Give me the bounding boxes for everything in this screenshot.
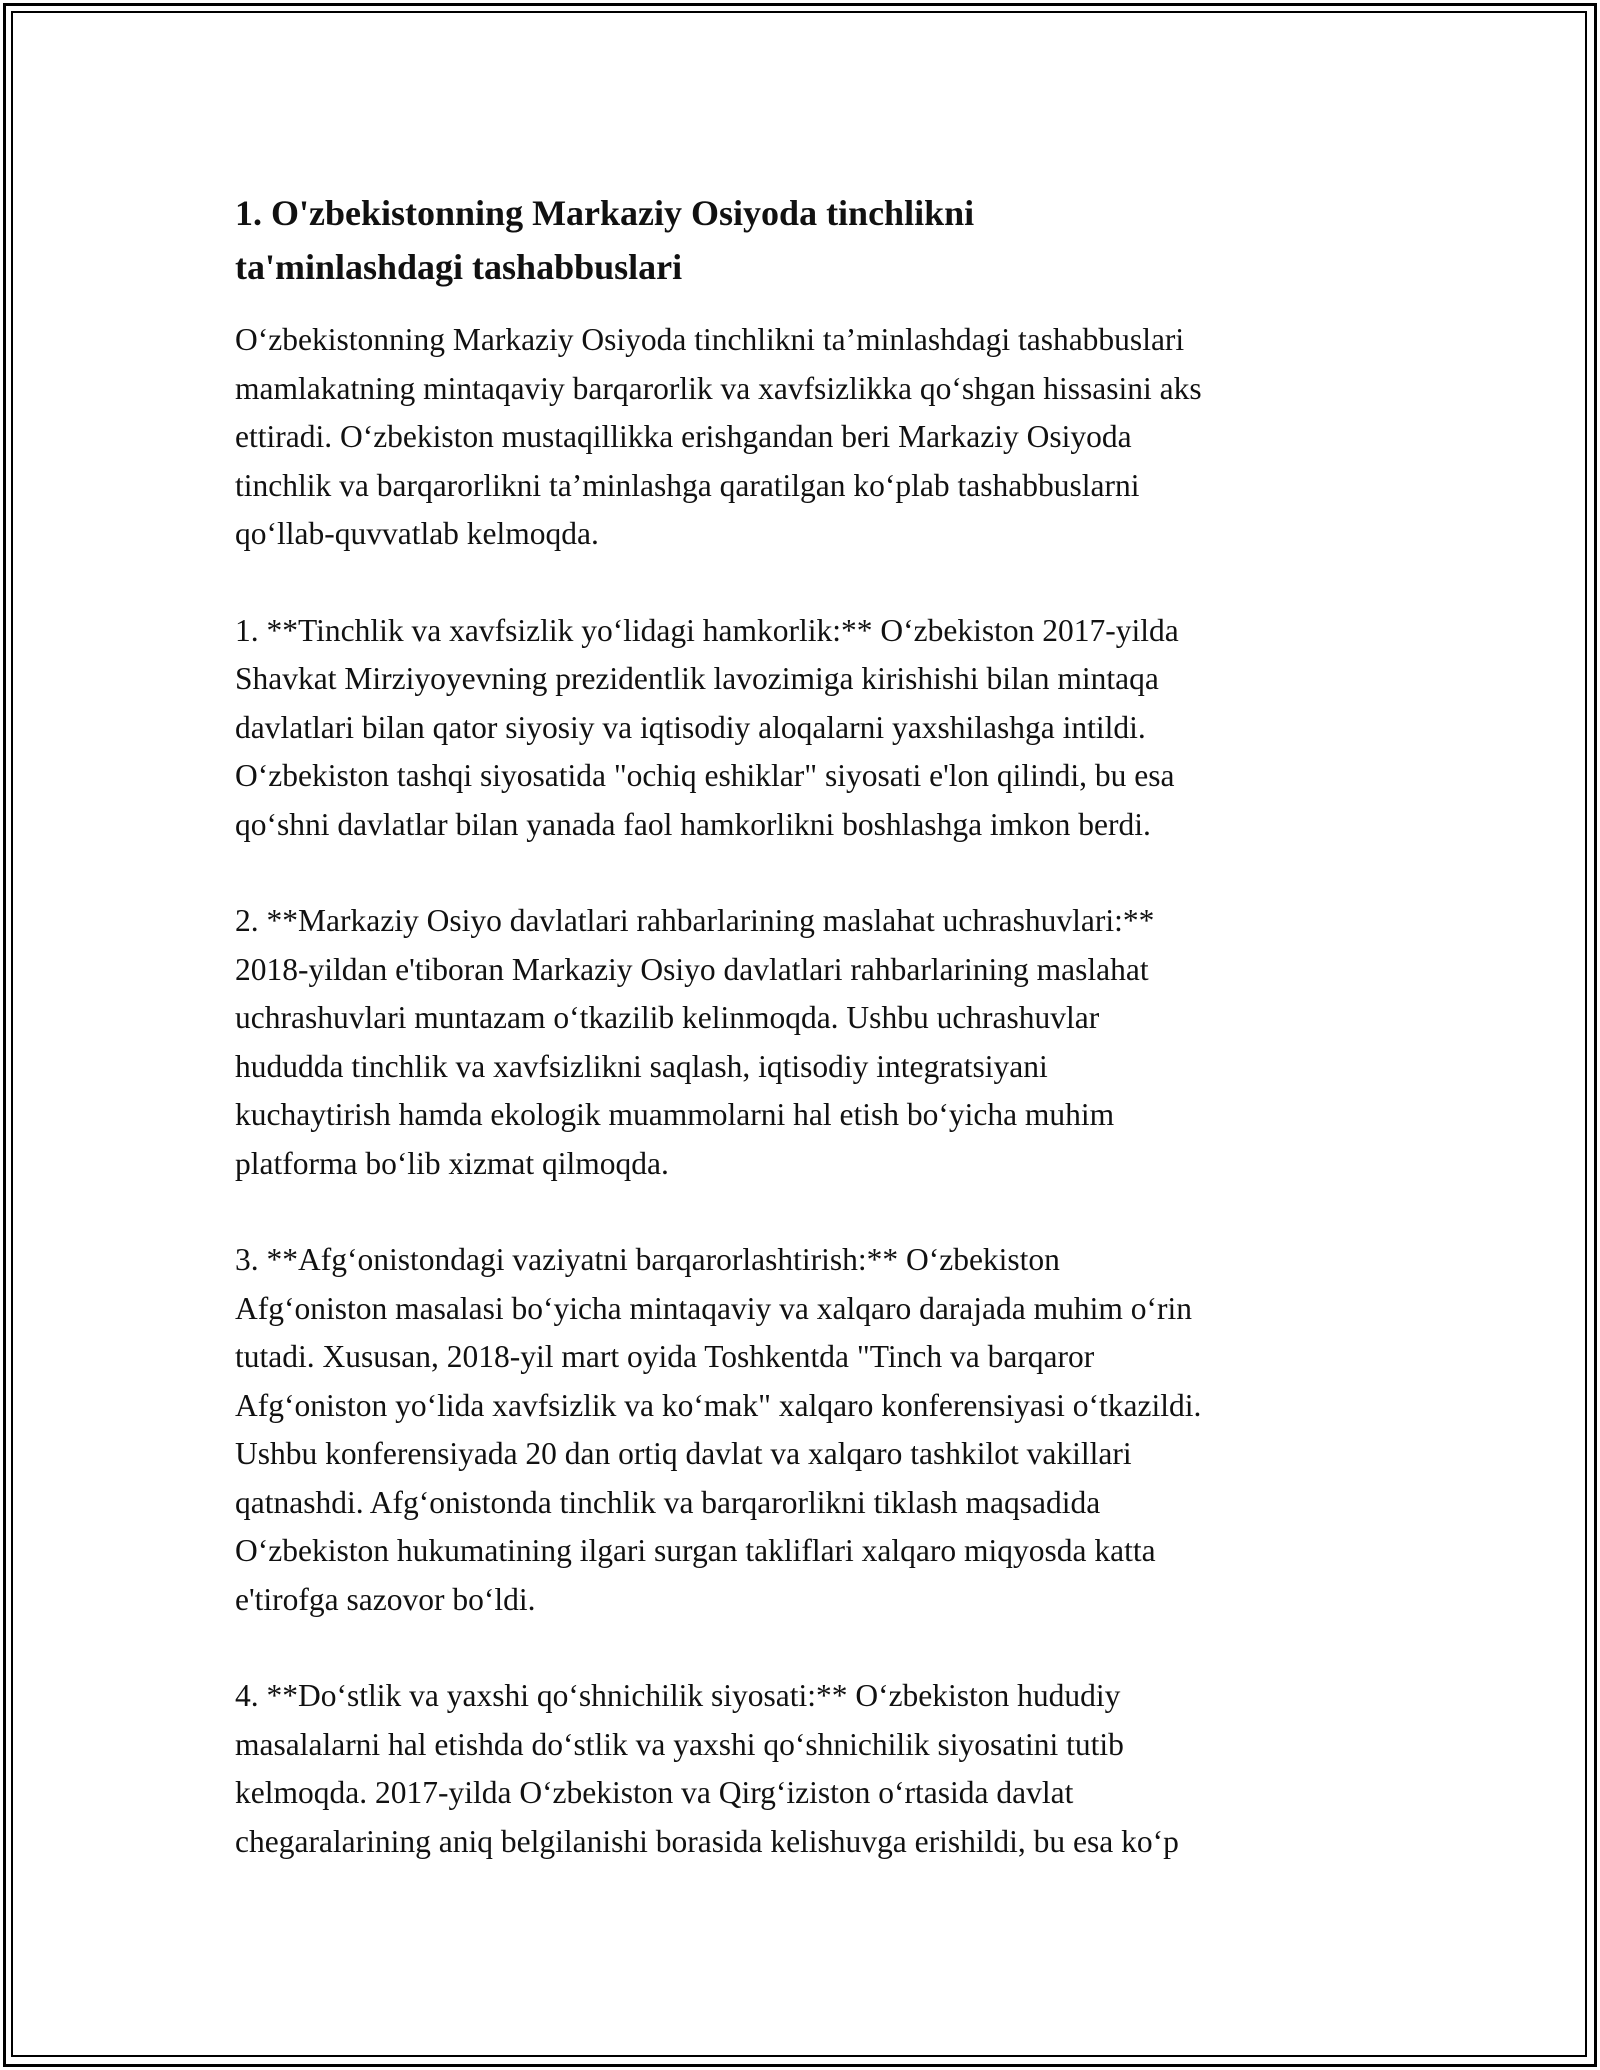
text-line: Ushbu konferensiyada 20 dan ortiq davlat va xalqaro tashkilot vakillari	[235, 1436, 1132, 1471]
text-line: qatnashdi. Afg‘onistonda tinchlik va barqarorlikni tiklash maqsadida	[235, 1484, 1101, 1520]
text-line: qo‘llab-quvvatlab kelmoqda.	[235, 516, 599, 551]
document-title-line: 1. O'zbekistonning Markaziy Osiyoda tinchlikni	[235, 193, 975, 233]
paragraph-good-neighbourliness	[235, 1672, 1375, 1866]
text-line: 3. **Afg‘onistondagi vaziyatni barqarorlashtirish:** O‘zbekiston	[235, 1242, 1060, 1277]
text-line: uchrashuvlari muntazam o‘tkazilib kelinmoqda. Ushbu uchrashuvlar	[235, 1000, 1100, 1035]
text-line: hududda tinchlik va xavfsizlikni saqlash, iqtisodiy integratsiyani	[235, 1048, 1048, 1084]
text-line: O‘zbekiston hukumatining ilgari surgan takliflari xalqaro miqyosda katta	[235, 1533, 1156, 1568]
text-line: 4. **Do‘stlik va yaxshi qo‘shnichilik siyosati:** O‘zbekiston hududiy	[235, 1678, 1121, 1713]
text-line: 1. **Tinchlik va xavfsizlik yo‘lidagi hamkorlik:** O‘zbekiston 2017-yilda	[235, 612, 1179, 648]
text-line: kelmoqda. 2017-yilda O‘zbekiston va Qirg‘iziston o‘rtasida davlat	[235, 1775, 1074, 1810]
paragraph-leaders-meetings	[235, 897, 1375, 1188]
paragraph-afghanistan	[235, 1236, 1375, 1624]
paragraph-cooperation	[235, 607, 1375, 850]
document-body	[235, 186, 1375, 1914]
text-line: O‘zbekistonning Markaziy Osiyoda tinchlikni ta’minlashdagi tashabbuslari	[235, 322, 1185, 357]
document-title	[235, 186, 1375, 294]
intro-paragraph	[235, 316, 1375, 559]
text-line: chegaralarining aniq belgilanishi borasida kelishuvga erishildi, bu esa ko‘p	[235, 1823, 1179, 1859]
document-title-line: ta'minlashdagi tashabbuslari	[235, 247, 683, 287]
text-line: ettiradi. O‘zbekiston mustaqillikka erishgandan beri Markaziy Osiyoda	[235, 419, 1132, 454]
text-line: Afg‘oniston yo‘lida xavfsizlik va ko‘mak" xalqaro konferensiyasi o‘tkazildi.	[235, 1387, 1202, 1423]
text-line: platforma bo‘lib xizmat qilmoqda.	[235, 1145, 669, 1181]
text-line: mamlakatning mintaqaviy barqarorlik va xavfsizlikka qo‘shgan hissasini aks	[235, 370, 1202, 406]
text-line: davlatlari bilan qator siyosiy va iqtisodiy aloqalarni yaxshilashga intildi.	[235, 709, 1146, 745]
text-line: masalalarni hal etishda do‘stlik va yaxshi qo‘shnichilik siyosatini tutib	[235, 1726, 1124, 1762]
text-line: Shavkat Mirziyoyevning prezidentlik lavozimiga kirishishi bilan mintaqa	[235, 661, 1159, 696]
text-line: 2. **Markaziy Osiyo davlatlari rahbarlarining maslahat uchrashuvlari:**	[235, 903, 1155, 938]
text-line: kuchaytirish hamda ekologik muammolarni hal etish bo‘yicha muhim	[235, 1097, 1115, 1132]
text-line: tinchlik va barqarorlikni ta’minlashga qaratilgan ko‘plab tashabbuslarni	[235, 467, 1140, 503]
text-line: O‘zbekiston tashqi siyosatida "ochiq eshiklar" siyosati e'lon qilindi, bu esa	[235, 758, 1175, 793]
text-line: 2018-yildan e'tiboran Markaziy Osiyo davlatlari rahbarlarining maslahat	[235, 951, 1149, 987]
text-line: e'tirofga sazovor bo‘ldi.	[235, 1581, 536, 1617]
text-line: tutadi. Xususan, 2018-yil mart oyida Toshkentda "Tinch va barqaror	[235, 1339, 1095, 1374]
text-line: Afg‘oniston masalasi bo‘yicha mintaqaviy va xalqaro darajada muhim o‘rin	[235, 1290, 1192, 1326]
text-line: qo‘shni davlatlar bilan yanada faol hamkorlikni boshlashga imkon berdi.	[235, 806, 1151, 842]
